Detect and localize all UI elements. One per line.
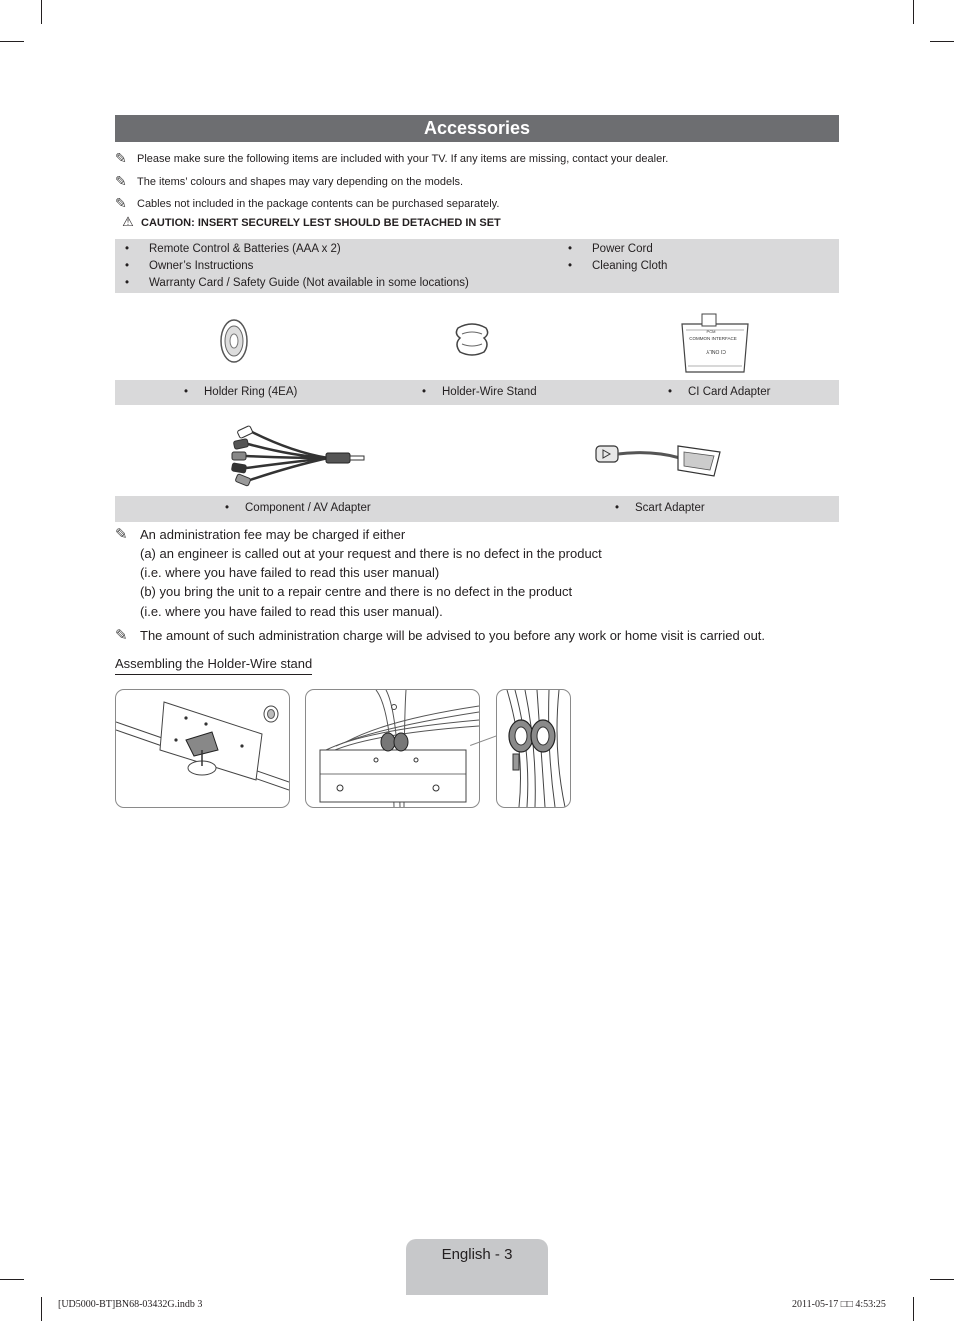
list-item: • Holder-Wire Stand xyxy=(422,386,537,398)
pencil-note-icon: ✎ xyxy=(115,150,127,166)
ci-card-adapter-illustration xyxy=(678,310,752,374)
page-number-tab xyxy=(406,1239,548,1295)
admin-fee-line: (b) you bring the unit to a repair centre and there is no defect in the product xyxy=(140,584,573,599)
crop-mark xyxy=(913,0,914,24)
holder-wire-stand-illustration xyxy=(450,320,494,360)
crop-mark xyxy=(930,1279,954,1280)
crop-mark xyxy=(0,1279,24,1280)
note-text: The items’ colours and shapes may vary depending on the models. xyxy=(137,176,464,188)
note-text: Cables not included in the package contents can be purchased separately. xyxy=(137,198,500,210)
assembling-heading: Assembling the Holder-Wire stand xyxy=(115,656,312,675)
admin-fee-line: (i.e. where you have failed to read this user manual). xyxy=(140,604,443,619)
component-av-adapter-illustration xyxy=(222,422,368,488)
caution-line xyxy=(115,215,501,230)
crop-mark xyxy=(913,1297,914,1321)
pencil-note-icon: ✎ xyxy=(115,173,127,189)
pencil-note-icon: ✎ xyxy=(115,526,128,543)
admin-fee-line: (a) an engineer is called out at your request and there is no defect in the product xyxy=(140,546,602,561)
warning-triangle-icon: ⚠ xyxy=(122,214,134,229)
crop-mark xyxy=(930,41,954,42)
footer-file-info: [UD5000-BT]BN68-03432G.indb 3 xyxy=(58,1299,203,1310)
assembly-figure-2 xyxy=(305,689,480,808)
note-text: Please make sure the following items are included with your TV. If any items are missing, contact your dealer. xyxy=(137,153,669,165)
note-line xyxy=(115,196,499,211)
scart-adapter-illustration xyxy=(592,436,724,480)
crop-mark xyxy=(0,41,24,42)
ci-card-label-only: CI ONLY xyxy=(706,348,726,354)
holder-closeup-illustration xyxy=(497,690,570,807)
crop-mark xyxy=(41,1297,42,1321)
note-line xyxy=(115,151,668,166)
ci-card-label-pcm: PCM xyxy=(706,329,716,334)
list-item: • CI Card Adapter xyxy=(668,386,771,398)
note-line xyxy=(115,174,463,189)
page-label: English - 3 xyxy=(441,1246,513,1263)
assembly-figure-1 xyxy=(115,689,290,808)
page-title: Accessories xyxy=(115,115,839,142)
footer-timestamp: 2011-05-17 □□ 4:53:25 xyxy=(792,1299,886,1310)
wire-routing-illustration xyxy=(306,690,479,807)
ci-card-label-interface: COMMON INTERFACE xyxy=(689,336,737,341)
list-item: • Scart Adapter xyxy=(615,502,705,514)
crop-mark xyxy=(41,0,42,24)
list-item: • Warranty Card / Safety Guide (Not available in some locations) xyxy=(125,277,469,289)
admin-charge-note: ✎ The amount of such administration charge will be advised to you before any work or home visit is carried out. xyxy=(115,627,766,644)
pencil-note-icon: ✎ xyxy=(115,195,127,211)
list-item: • Power Cord xyxy=(568,243,653,255)
list-item: • Remote Control & Batteries (AAA x 2) xyxy=(125,243,341,255)
accessory-band-row3 xyxy=(115,496,839,522)
list-item: • Cleaning Cloth xyxy=(568,260,668,272)
tv-stand-back-illustration xyxy=(116,690,289,807)
admin-fee-intro: ✎ An administration fee may be charged if either xyxy=(115,526,406,543)
admin-fee-line: (i.e. where you have failed to read this user manual) xyxy=(140,565,440,580)
list-item: • Holder Ring (4EA) xyxy=(184,386,298,398)
list-item: • Owner’s Instructions xyxy=(125,260,254,272)
assembly-figure-3 xyxy=(496,689,571,808)
list-item: • Component / AV Adapter xyxy=(225,502,371,514)
pencil-note-icon: ✎ xyxy=(115,627,128,644)
caution-text: CAUTION: INSERT SECURELY LEST SHOULD BE DETACHED IN SET xyxy=(141,217,501,229)
holder-ring-illustration xyxy=(212,316,256,366)
